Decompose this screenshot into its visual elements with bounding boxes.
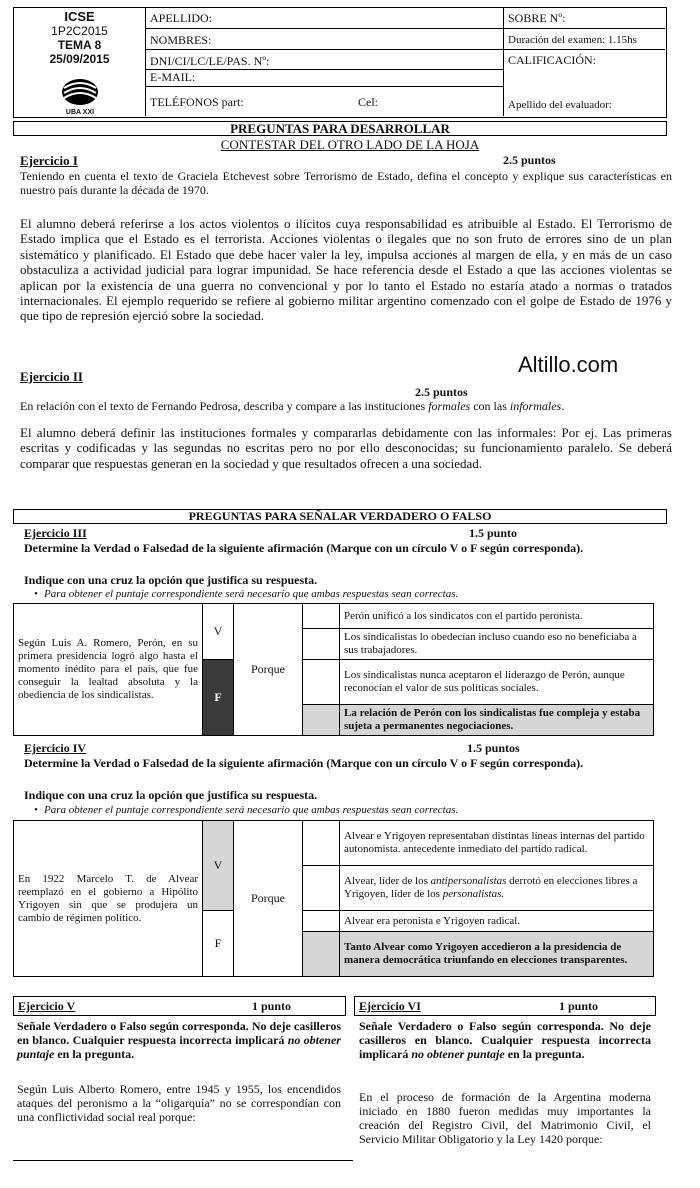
student-fields xyxy=(145,8,504,116)
ej5-divider xyxy=(13,1160,353,1161)
ej6-title: Ejercicio VI xyxy=(359,999,421,1013)
email-field[interactable]: E-MAIL: xyxy=(145,70,503,87)
ej5-instr-b: no obtener puntaje xyxy=(17,1033,341,1061)
ej1-prompt: Teniendo en cuenta el texto de Graciela Etchevest sobre Terrorismo de Estado, defina el concepto y explique sus características en nuestro país durante la década de 1970. xyxy=(20,169,672,197)
ej4-opt2-d: personalistas. xyxy=(442,888,505,900)
ej4-opt2-b: antipersonalistas xyxy=(430,875,507,887)
ej2-prompt-b: formales xyxy=(428,399,471,413)
uba-logo-icon xyxy=(52,74,108,106)
bullet-icon: • xyxy=(34,588,38,600)
ej6-points: 1 punto xyxy=(559,999,599,1013)
ej5-title: Ejercicio V xyxy=(18,999,76,1013)
ej2-points: 2.5 puntos xyxy=(415,385,468,399)
ej3-table xyxy=(13,603,654,736)
ej4-opt2-c: derrotó en elecciones libres a Yrigoyen, líder de los xyxy=(344,875,638,900)
ej1-points: 2.5 puntos xyxy=(503,153,556,167)
ej2-prompt-d: informales xyxy=(509,399,562,413)
ej4-check-3[interactable] xyxy=(303,911,340,932)
exam-header xyxy=(13,7,667,118)
ej3-check-1[interactable] xyxy=(303,604,340,629)
calificacion-field[interactable]: CALIFICACIÓN: xyxy=(508,53,597,67)
ej4-instr2: Indique con una cruz la opción que justifica su respuesta. xyxy=(24,788,318,802)
section-vf-title: PREGUNTAS PARA SEÑALAR VERDADERO O FALSO xyxy=(13,509,667,524)
ej4-instr1: Determine la Verdad o Falsedad de la siguiente afirmación (Marque con un círculo V o F según corresponda). xyxy=(24,756,584,770)
exam-meta xyxy=(503,8,665,116)
ej4-points: 1.5 puntos xyxy=(467,741,520,755)
ej4-title: Ejercicio IV xyxy=(24,741,87,755)
ej2-prompt-c: con las xyxy=(470,399,510,413)
ej4-note-text: Para obtener el puntaje correspondiente será necesario que ambas respuestas sean correctas. xyxy=(44,804,459,816)
ej4-porque: Porque xyxy=(234,821,303,977)
ej4-statement: En 1922 Marcelo T. de Alvear reemplazó en el gobierno a Hipólito Yrigoyen sin que se produjera un cambio de régimen político. xyxy=(14,821,203,977)
ej3-option-3: Los sindicalistas nunca aceptaron el liderazgo de Perón, aunque reconocían el valor de sus políticas sociales. xyxy=(340,660,654,705)
ej4-f-cell[interactable]: F xyxy=(203,911,234,977)
ej4-table xyxy=(13,820,654,977)
ej5-body: Según Luis Alberto Romero, entre 1945 y 1955, los encendidos ataques del peronismo a la “oligarquía” no se correspondían con una conflictividad social real porque: xyxy=(17,1082,341,1124)
course-info xyxy=(14,8,146,116)
ej4-option-1: Alvear e Yrigoyen representaban distintas líneas internas del partido autonomista. antecedente inmediato del partido radical. xyxy=(340,821,654,866)
ej2-prompt-e: . xyxy=(561,399,565,413)
ej5-instr-a: Señale Verdadero o Falso según corresponda. No deje casilleros en blanco. Cualquier respuesta incorrecta implicará xyxy=(17,1019,341,1047)
ej3-title: Ejercicio III xyxy=(24,526,87,540)
ej4-option-4: Tanto Alvear como Yrigoyen accedieron a la presidencia de manera democrática triunfando en elecciones transparentes. xyxy=(340,932,654,977)
ej4-check-2[interactable] xyxy=(303,866,340,911)
ej6-header-box xyxy=(354,996,656,1016)
ej2-title: Ejercicio II xyxy=(20,369,83,384)
ej3-option-4: La relación de Perón con los sindicalistas fue compleja y estaba sujeta a permanentes negociaciones. xyxy=(340,705,654,736)
ej4-check-4[interactable] xyxy=(303,932,340,977)
ej5-instr-c: en la pregunta. xyxy=(54,1047,135,1061)
uba-logo-text: UBA XXI xyxy=(65,109,95,116)
ej4-v-cell[interactable]: V xyxy=(203,821,234,911)
ej5-points: 1 punto xyxy=(252,999,292,1013)
ej4-option-2 xyxy=(340,866,654,911)
section-desarrollar-subtitle: CONTESTAR DEL OTRO LADO DE LA HOJA xyxy=(220,137,480,152)
ej3-f-cell[interactable]: F xyxy=(203,660,234,736)
ej3-statement: Según Luis A. Romero, Perón, en su primera presidencia logró algo hasta el momento inédito para el país, que fue conseguir la lealtad absoluta y la obediencia de los sindicalistas. xyxy=(14,604,203,736)
ej3-porque: Porque xyxy=(234,604,303,736)
ej4-note xyxy=(34,804,459,816)
ej3-note xyxy=(34,588,459,600)
ej3-v-cell[interactable]: V xyxy=(203,604,234,660)
ej2-prompt-a: En relación con el texto de Fernando Pedrosa, describa y compare a las instituciones xyxy=(20,399,429,413)
sobre-field[interactable]: SOBRE Nº: xyxy=(503,8,665,29)
section-desarrollar-title: PREGUNTAS PARA DESARROLLAR xyxy=(13,121,667,136)
tema-label: TEMA 8 xyxy=(57,38,102,52)
ej3-instr2: Indique con una cruz la opción que justifica su respuesta. xyxy=(24,573,318,587)
ej5-instructions xyxy=(17,1019,341,1061)
ej2-prompt xyxy=(20,399,672,413)
ej1-title: Ejercicio I xyxy=(20,153,78,168)
ej3-check-4[interactable] xyxy=(303,705,340,736)
ej4-check-1[interactable] xyxy=(303,821,340,866)
telefonos-row xyxy=(145,87,503,116)
ej6-instructions xyxy=(359,1019,651,1061)
ej4-option-3: Alvear era peronista e Yrigoyen radical. xyxy=(340,911,654,932)
ej4-opt2-a: Alvear, líder de los xyxy=(344,875,431,887)
evaluador-field[interactable]: Apellido del evaluador: xyxy=(508,99,612,111)
ej3-check-3[interactable] xyxy=(303,660,340,705)
duracion-text: Duración del examen: 1.15hs xyxy=(503,29,665,50)
ej6-instr-a: Señale Verdadero o Falso según corresponda. No deje casilleros en blanco. Cualquier respuesta incorrecta implicará xyxy=(359,1019,651,1061)
ej6-body: En el proceso de formación de la Argentina moderna iniciado en 1880 fueron medidas muy importantes la creación del Registro Civil, del Matrimonio Civil, el Servicio Militar Obligatorio y la Ley 1420 porque: xyxy=(359,1090,651,1146)
dni-field[interactable]: DNI/CI/LC/LE/PAS. Nº: xyxy=(145,50,503,70)
ej6-instr-c: en la pregunta. xyxy=(504,1047,585,1061)
nombres-field[interactable]: NOMBRES: xyxy=(145,29,503,50)
bullet-icon: • xyxy=(34,804,38,816)
cel-field[interactable]: Cel: xyxy=(358,95,378,109)
telefonos-field[interactable]: TELÉFONOS part: xyxy=(150,95,244,109)
ej5-header-box xyxy=(13,996,346,1016)
ej3-option-2: Los sindicalistas lo obedecían incluso cuando eso no beneficiaba a sus trabajadores. xyxy=(340,629,654,660)
watermark: Altillo.com xyxy=(518,352,619,377)
ej2-answer: El alumno deberá definir las instituciones formales y compararlas debidamente con las informales: Por ej. Las primeras escritas y codificadas y las segundas no escritas pero no por ello desconocidas; su funcionamiento paralelo. Se deberá comparar que respuestas generan en la sociedad y que resultados ofrecen a una sociedad. xyxy=(20,425,672,471)
ej3-check-2[interactable] xyxy=(303,629,340,660)
course-code: 1P2C2015 xyxy=(51,24,108,38)
ej3-instr1: Determine la Verdad o Falsedad de la siguiente afirmación (Marque con un círculo V o F según corresponda). xyxy=(24,541,584,555)
course-name: ICSE xyxy=(64,9,95,24)
uba-logo xyxy=(52,74,108,114)
ej6-instr-b: no obtener puntaje xyxy=(411,1047,505,1061)
ej1-answer: El alumno deberá referirse a los actos violentos o ilícitos cuya responsabilidad es atribuible al Estado. El Terrorismo de Estado implica que el Estado es el terrorista. Acciones violentas o ilegales que no son fruto de errores sino de un plan sistemático y planificado. El Estado que debe hacer valer la ley, impulsa acciones al margen de ella, y en más de un caso obstaculiza a actividad judicial para lograr impunidad. Se hace referencia desde el Estado a que las acciones violentas se aplican por la existencia de una guerra no convencional y por lo tanto el Estado no estaría atado a normas o tratados internacionales. El ejemplo requerido se refiere al gobierno militar argentino comenzado con el golpe de Estado de 1976 y que tipo de represión ejerció sobre la sociedad. xyxy=(20,216,672,324)
apellido-field[interactable]: APELLIDO: xyxy=(145,8,503,29)
ej3-points: 1.5 punto xyxy=(469,526,518,540)
exam-date: 25/09/2015 xyxy=(49,52,110,66)
ej3-option-1: Perón unificó a los sindicatos con el partido peronista. xyxy=(340,604,654,629)
ej3-note-text: Para obtener el puntaje correspondiente será necesario que ambas respuestas sean correctas. xyxy=(44,588,459,600)
